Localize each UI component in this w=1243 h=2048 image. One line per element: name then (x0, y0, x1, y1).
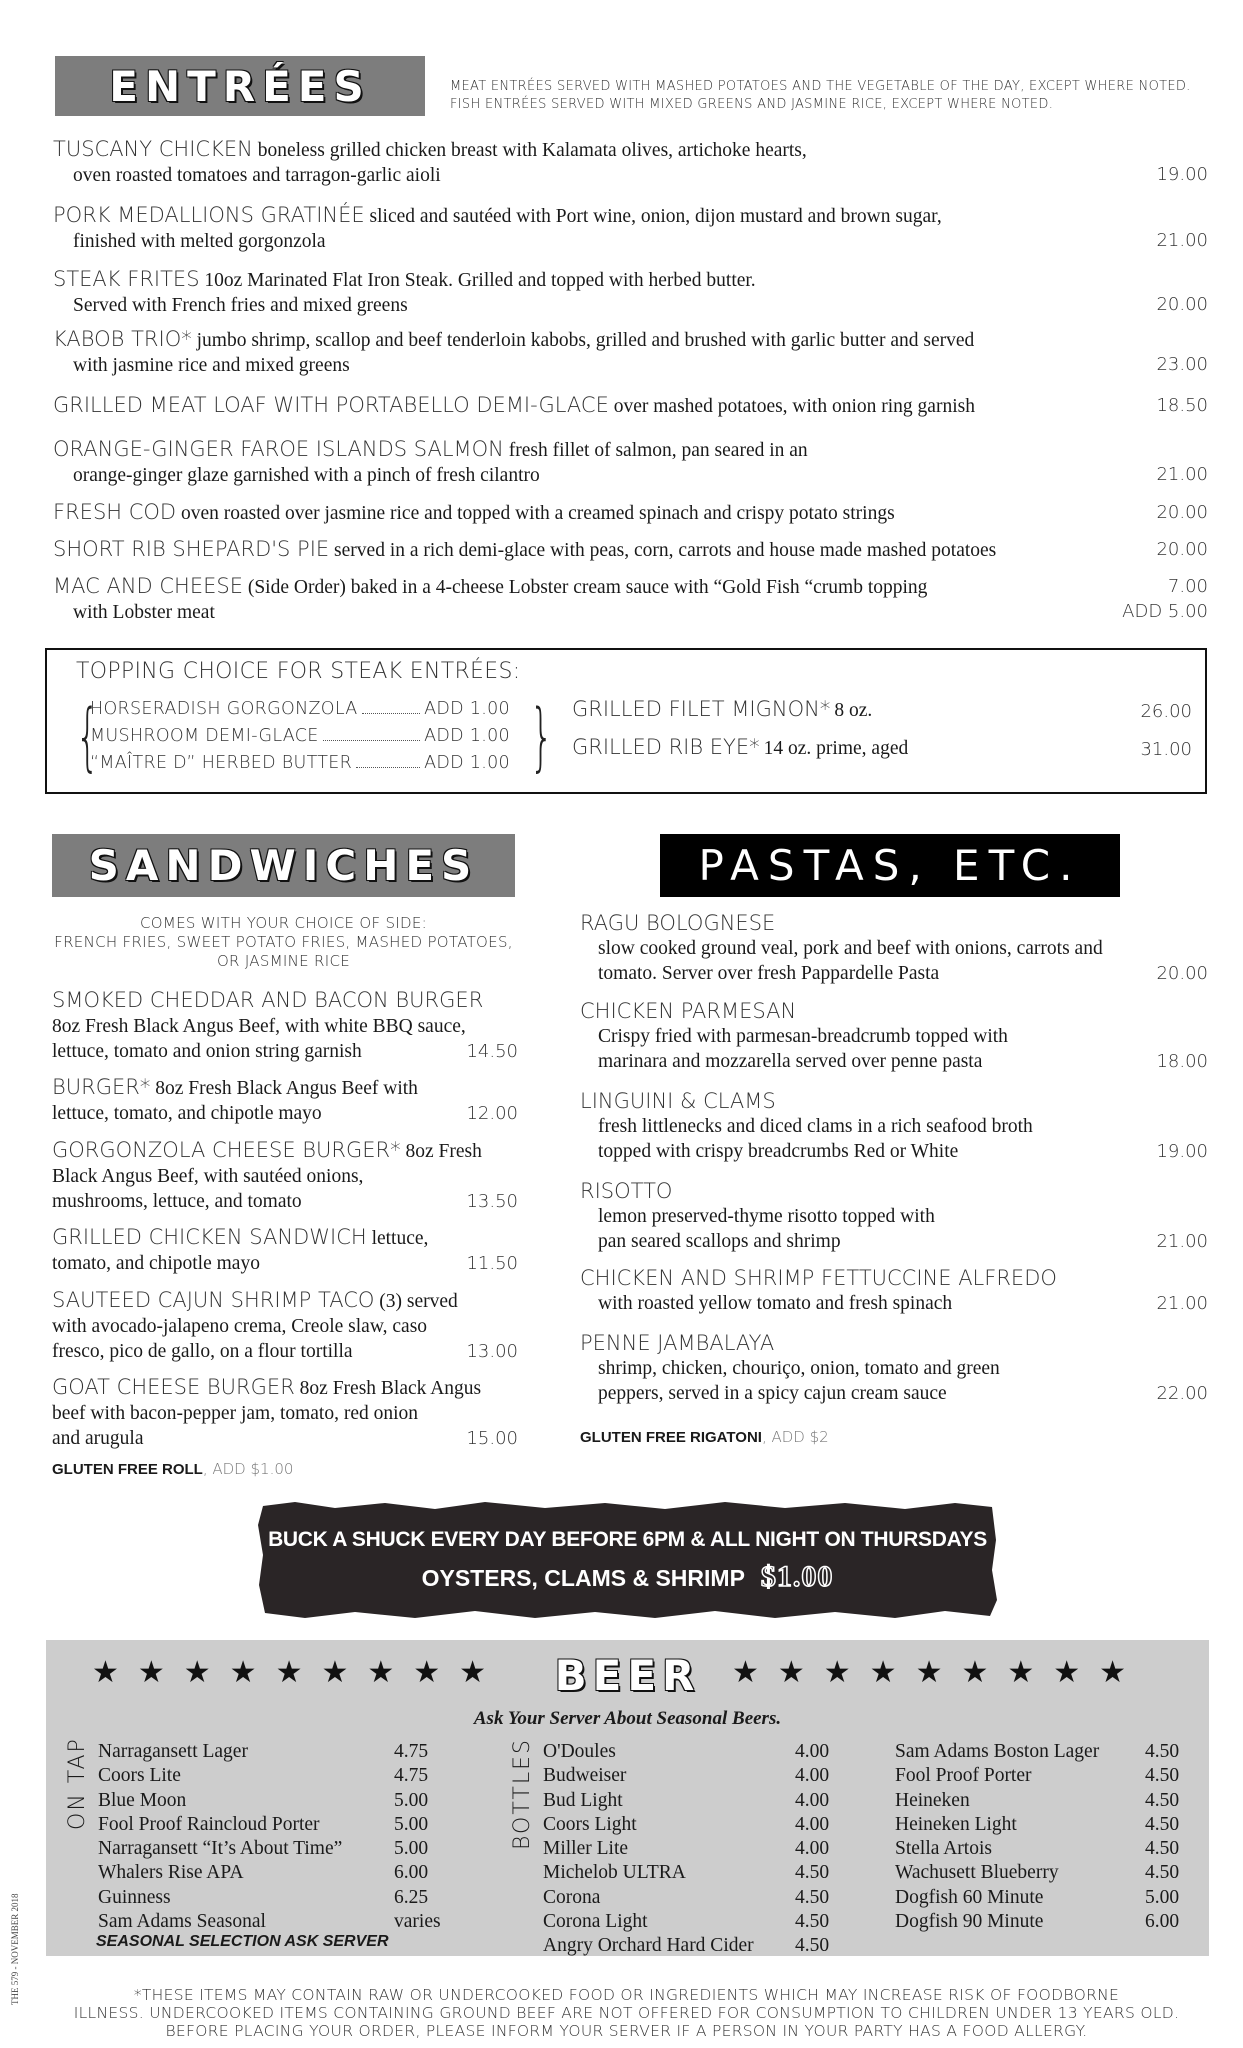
toppings-right-brace: } (529, 694, 554, 780)
beer-name: Michelob ULTRA (543, 1862, 686, 1884)
beer-item (895, 1764, 1195, 1788)
sandwich-desc: (3) served (379, 1291, 458, 1312)
beer-price: 4.75 (394, 1741, 429, 1762)
beer-name: Heineken Light (895, 1813, 1017, 1835)
sandwich-item (52, 1225, 518, 1276)
gf-rigatoni-price: , ADD $2 (761, 1428, 829, 1446)
sandwich-price: 11.50 (466, 1253, 518, 1274)
sandwich-desc: 8oz Fresh Black Angus (299, 1378, 482, 1399)
beer-price: 4.00 (795, 1813, 830, 1835)
entree-addon-price: ADD 5.00 (1122, 601, 1208, 622)
disclaimer-line3: BEFORE PLACING YOUR ORDER, PLEASE INFORM YOUR SERVER IF A PERSON IN YOUR PARTY HAS A FOOD ALLERGY. (165, 2022, 1088, 2040)
entree-price: 20.00 (1156, 502, 1208, 523)
sandwich-item (52, 1075, 518, 1126)
pasta-name: LINGUINI & CLAMS (580, 1089, 776, 1113)
beer-name: Narragansett Lager (98, 1741, 248, 1762)
entree-item (53, 267, 1208, 317)
beer-price: 5.00 (1145, 1886, 1180, 1908)
beer-name: Budweiser (543, 1765, 627, 1787)
entree-desc-cont: orange-ginger glaze garnished with a pinch of fresh cilantro (73, 465, 540, 486)
entree-desc: over mashed potatoes, with onion ring garnish (613, 396, 975, 417)
bottles-col1 (543, 1740, 843, 1959)
pasta-item (580, 1178, 1208, 1254)
toppings-left-brace: { (75, 694, 100, 780)
sandwich-desc: tomato, and chipotle mayo (52, 1253, 260, 1274)
beer-item (895, 1789, 1195, 1813)
sandwich-price: 13.50 (466, 1191, 518, 1212)
beer-name: Heineken (895, 1789, 970, 1811)
topping-name: MUSHROOM DEMI-GLACE (90, 726, 319, 746)
entree-line1 (53, 327, 1208, 353)
entree-item (53, 137, 1208, 187)
entree-name: FRESH COD (53, 500, 177, 524)
promo-line1: BUCK A SHUCK EVERY DAY BEFORE 6PM & ALL NIGHT ON THURSDAYS (268, 1528, 987, 1551)
beer-price: 4.50 (795, 1862, 830, 1884)
entree-line1 (53, 574, 1208, 600)
beer-price: 5.00 (394, 1838, 429, 1860)
beer-item (895, 1910, 1195, 1934)
beer-price: 5.00 (394, 1813, 429, 1835)
beer-name: Whalers Rise APA (98, 1862, 244, 1884)
bottles-label: BOTTLES (510, 1738, 535, 1850)
steak-item (572, 735, 1192, 765)
beer-name: Angry Orchard Hard Cider (543, 1935, 754, 1957)
entree-name: SHORT RIB SHEPARD'S PIE (53, 537, 330, 561)
entree-name: MAC AND CHEESE (53, 574, 243, 598)
on-tap-label: ON TAP (65, 1737, 90, 1830)
pasta-desc: Crispy fried with parmesan-breadcrumb topped with (598, 1026, 1008, 1047)
seasonal-note: SEASONAL SELECTION ASK SERVER (96, 1933, 389, 1950)
on-tap-list (98, 1740, 448, 1934)
sandwich-name: GRILLED CHICKEN SANDWICH (52, 1225, 367, 1249)
entree-item (53, 393, 1208, 418)
pasta-desc: with roasted yellow tomato and fresh spinach (598, 1293, 953, 1314)
steak-price: 31.00 (1140, 739, 1192, 760)
entree-line1 (53, 137, 1208, 163)
steak-name: GRILLED FILET MIGNON* (572, 697, 831, 721)
pasta-price: 21.00 (1156, 1231, 1208, 1252)
entree-name: KABOB TRIO* (53, 327, 192, 351)
beer-stars-left: ★★★★★★★★★ (92, 1656, 506, 1689)
steak-desc: 14 oz. prime, aged (763, 738, 909, 759)
entree-price: 21.00 (1156, 230, 1208, 251)
entree-desc: (Side Order) baked in a 4-cheese Lobster cream sauce with “Gold Fish “crumb topping (247, 577, 928, 598)
entree-item (53, 500, 1208, 525)
beer-item (98, 1813, 448, 1837)
beer-price: 4.75 (394, 1765, 429, 1787)
beer-item (543, 1910, 843, 1934)
entree-desc-cont: Served with French fries and mixed greens (73, 295, 408, 316)
promo-price: $1.00 (760, 1560, 834, 1593)
beer-name: Bud Light (543, 1789, 623, 1811)
gf-rigatoni-label: GLUTEN FREE RIGATONI (580, 1429, 762, 1446)
entree-line1 (53, 393, 1208, 419)
pasta-name: RAGU BOLOGNESE (580, 911, 776, 935)
dot-leader (356, 755, 420, 768)
pastas-gluten-free (580, 1428, 829, 1447)
beer-price: 4.50 (1145, 1838, 1180, 1860)
sandwich-desc: Black Angus Beef, with sautéed onions, (52, 1166, 364, 1187)
beer-name: Corona (543, 1886, 601, 1908)
entree-item (53, 437, 1208, 487)
sandwich-item (52, 1375, 518, 1451)
entree-desc-cont: finished with melted gorgonzola (73, 231, 326, 252)
sandwich-desc: and arugula (52, 1428, 144, 1449)
sandwich-name: GOAT CHEESE BURGER (52, 1375, 295, 1399)
entree-desc: 10oz Marinated Flat Iron Steak. Grilled and topped with herbed butter. (204, 270, 756, 291)
beer-price: 4.00 (795, 1741, 830, 1762)
promo-line2-wrap (255, 1560, 1000, 1594)
beer-stars-right: ★★★★★★★★★ (732, 1656, 1146, 1689)
beer-price: 4.50 (1145, 1765, 1180, 1787)
pasta-desc: lemon preserved-thyme risotto topped with (598, 1206, 935, 1227)
sandwich-desc: lettuce, tomato, and chipotle mayo (52, 1103, 322, 1124)
sandwich-line1 (52, 1288, 518, 1314)
side-note-line3: OR JASMINE RICE (216, 952, 351, 970)
pasta-item (580, 910, 1208, 986)
beer-price: 5.00 (394, 1789, 429, 1811)
topping-choice (90, 699, 510, 719)
entrees-note-line1: MEAT ENTRÉES SERVED WITH MASHED POTATOES AND THE VEGETABLE OF THE DAY, EXCEPT WHERE NOTED. (450, 79, 1191, 94)
topping-price: ADD 1.00 (424, 726, 510, 746)
sandwich-desc: lettuce, tomato and onion string garnish (52, 1041, 362, 1062)
beer-price: 4.50 (1145, 1862, 1180, 1884)
pasta-price: 20.00 (1156, 963, 1208, 984)
beer-title: BEER (554, 1650, 701, 1700)
pasta-price: 18.00 (1156, 1051, 1208, 1072)
beer-item (543, 1934, 843, 1958)
beer-name: Sam Adams Seasonal (98, 1911, 266, 1933)
entree-desc-cont: oven roasted tomatoes and tarragon-garlic aioli (73, 165, 441, 186)
beer-subtitle: Ask Your Server About Seasonal Beers. (473, 1708, 782, 1729)
beer-price: 6.00 (1145, 1911, 1180, 1933)
topping-name: HORSERADISH GORGONZOLA (90, 699, 358, 719)
dot-leader (362, 701, 421, 714)
entree-item (53, 203, 1208, 253)
pasta-item (580, 1330, 1208, 1406)
entree-line1 (53, 437, 1208, 463)
bottles-col2 (895, 1740, 1195, 1934)
entrees-banner: ENTRÉES (55, 56, 425, 116)
beer-name: Fool Proof Raincloud Porter (98, 1813, 320, 1835)
sandwich-desc: 8oz Fresh Black Angus Beef, with white BBQ sauce, (52, 1016, 466, 1037)
beer-item (895, 1813, 1195, 1837)
topping-price: ADD 1.00 (424, 753, 510, 773)
beer-price: 4.50 (795, 1886, 830, 1908)
sandwiches-banner: SANDWICHES (52, 834, 515, 897)
beer-item (543, 1813, 843, 1837)
steak-price: 26.00 (1140, 701, 1192, 722)
entree-desc: jumbo shrimp, scallop and beef tenderloin kabobs, grilled and brushed with garlic butter and served (196, 330, 975, 351)
beer-name: Blue Moon (98, 1789, 187, 1811)
topping-choice (90, 753, 510, 773)
sandwiches-gluten-free (52, 1460, 293, 1479)
beer-price: 4.50 (1145, 1813, 1180, 1835)
pastas-banner: PASTAS, ETC. (660, 834, 1120, 897)
entree-desc: oven roasted over jasmine rice and topped with a creamed spinach and crispy potato strings (180, 503, 895, 524)
sandwich-price: 12.00 (466, 1103, 518, 1124)
beer-name: Sam Adams Boston Lager (895, 1741, 1100, 1762)
beer-price: 6.25 (394, 1886, 429, 1908)
entree-price: 18.50 (1156, 395, 1208, 416)
sandwich-line1 (52, 988, 518, 1014)
beer-item (895, 1861, 1195, 1885)
entree-desc: fresh fillet of salmon, pan seared in an (508, 440, 808, 461)
sandwich-price: 14.50 (466, 1041, 518, 1062)
entree-item (53, 537, 1208, 562)
gf-roll-label: GLUTEN FREE ROLL (52, 1461, 203, 1478)
pasta-item (580, 998, 1208, 1074)
pasta-price: 21.00 (1156, 1293, 1208, 1314)
beer-item (543, 1886, 843, 1910)
entree-desc-cont: with Lobster meat (73, 602, 215, 623)
beer-price: 4.50 (1145, 1789, 1180, 1811)
disclaimer-line2: ILLNESS. UNDERCOOKED ITEMS CONTAINING GROUND BEEF ARE NOT OFFERED FOR CONSUMPTION TO CHILDREN UNDER 13 YEARS OLD. (73, 2004, 1180, 2022)
disclaimer-line1: *THESE ITEMS MAY CONTAIN RAW OR UNDERCOOKED FOOD OR INGREDIENTS WHICH MAY INCREASE RISK OF FOODBORNE (133, 1986, 1120, 2004)
pasta-item (580, 1088, 1208, 1164)
beer-name: O'Doules (543, 1741, 616, 1762)
entree-line1 (53, 500, 1208, 526)
pasta-desc: fresh littlenecks and diced clams in a rich seafood broth (598, 1116, 1033, 1137)
beer-item (98, 1789, 448, 1813)
beer-price: 4.50 (1145, 1741, 1180, 1762)
pasta-name: CHICKEN AND SHRIMP FETTUCCINE ALFREDO (580, 1266, 1057, 1290)
pasta-desc: topped with crispy breadcrumbs Red or White (598, 1141, 959, 1162)
entree-price: 19.00 (1156, 164, 1208, 185)
side-note-line1: COMES WITH YOUR CHOICE OF SIDE: (139, 914, 427, 932)
beer-name: Corona Light (543, 1911, 648, 1933)
allergy-disclaimer (40, 1986, 1213, 2040)
entree-line1 (53, 267, 1208, 293)
steak-item (572, 697, 1192, 727)
sandwich-line1 (52, 1075, 518, 1101)
beer-price: 4.50 (795, 1935, 830, 1957)
sandwich-item (52, 1138, 518, 1214)
beer-price: 4.00 (795, 1838, 830, 1860)
beer-item (98, 1861, 448, 1885)
sandwich-line1 (52, 1138, 518, 1164)
beer-item (98, 1886, 448, 1910)
entree-name: GRILLED MEAT LOAF WITH PORTABELLO DEMI-GLACE (53, 393, 609, 417)
sandwiches-side-note (52, 914, 515, 971)
beer-name: Guinness (98, 1886, 171, 1908)
entree-name: TUSCANY CHICKEN (53, 137, 253, 161)
beer-item (98, 1740, 448, 1764)
entree-price: 7.00 (1167, 576, 1208, 597)
entree-desc: served in a rich demi-glace with peas, corn, carrots and house made mashed potatoes (334, 540, 997, 561)
entree-desc: boneless grilled chicken breast with Kalamata olives, artichoke hearts, (257, 140, 807, 161)
beer-item (98, 1764, 448, 1788)
beer-name: Coors Lite (98, 1765, 181, 1787)
beer-name: Dogfish 90 Minute (895, 1911, 1044, 1933)
sandwich-desc: 8oz Fresh Black Angus Beef with (155, 1078, 418, 1099)
topping-price: ADD 1.00 (424, 699, 510, 719)
entree-desc: sliced and sautéed with Port wine, onion, dijon mustard and brown sugar, (369, 206, 942, 227)
entrees-note (450, 78, 1191, 114)
steak-desc: 8 oz. (834, 700, 873, 721)
beer-item (98, 1837, 448, 1861)
sandwich-price: 13.00 (466, 1341, 518, 1362)
beer-item (895, 1740, 1195, 1764)
pasta-price: 22.00 (1156, 1383, 1208, 1404)
sandwich-price: 15.00 (466, 1428, 518, 1449)
pasta-desc: peppers, served in a spicy cajun cream sauce (598, 1383, 947, 1404)
steak-name: GRILLED RIB EYE* (572, 735, 760, 759)
side-print: THE 579 - NOVEMBER 2018 (10, 1893, 20, 2005)
dot-leader (323, 728, 420, 741)
beer-item (895, 1886, 1195, 1910)
sandwich-name: SMOKED CHEDDAR AND BACON BURGER (52, 988, 484, 1012)
beer-name: Miller Lite (543, 1838, 629, 1860)
entree-name: ORANGE-GINGER FAROE ISLANDS SALMON (53, 437, 504, 461)
pasta-desc: tomato. Server over fresh Pappardelle Pasta (598, 963, 940, 984)
beer-item (543, 1764, 843, 1788)
beer-name: Stella Artois (895, 1838, 992, 1860)
entree-name: STEAK FRITES (53, 267, 200, 291)
pasta-desc: shrimp, chicken, chouriço, onion, tomato and green (598, 1358, 1000, 1379)
entree-price: 23.00 (1156, 354, 1208, 375)
promo-line2: OYSTERS, CLAMS & SHRIMP (421, 1565, 745, 1591)
gf-roll-price: , ADD $1.00 (202, 1460, 294, 1478)
beer-name: Coors Light (543, 1813, 637, 1835)
entrees-note-line2: FISH ENTRÉES SERVED WITH MIXED GREENS AND JASMINE RICE, EXCEPT WHERE NOTED. (450, 97, 1054, 112)
beer-item (543, 1789, 843, 1813)
sandwich-desc: 8oz Fresh (405, 1141, 482, 1162)
entree-line1 (53, 203, 1208, 229)
pasta-desc: slow cooked ground veal, pork and beef with onions, carrots and (598, 938, 1103, 959)
sandwich-desc: mushrooms, lettuce, and tomato (52, 1191, 302, 1212)
sandwich-desc: fresco, pico de gallo, on a flour tortilla (52, 1341, 353, 1362)
entree-line1 (53, 537, 1208, 563)
beer-name: Wachusett Blueberry (895, 1862, 1059, 1884)
beer-item (895, 1837, 1195, 1861)
sandwich-item (52, 1288, 518, 1364)
beer-price: 4.00 (795, 1765, 830, 1787)
beer-price: varies (394, 1911, 441, 1933)
pasta-name: RISOTTO (580, 1179, 673, 1203)
entree-desc-cont: with jasmine rice and mixed greens (73, 355, 350, 376)
toppings-title: TOPPING CHOICE FOR STEAK ENTRÉES: (76, 659, 521, 684)
entree-item (53, 574, 1208, 624)
pasta-desc: pan seared scallops and shrimp (598, 1231, 841, 1252)
side-note-line2: FRENCH FRIES, SWEET POTATO FRIES, MASHED POTATOES, (54, 933, 513, 951)
topping-choice (90, 726, 510, 746)
sandwich-item (52, 988, 518, 1064)
entree-price: 20.00 (1156, 294, 1208, 315)
entree-item (53, 327, 1208, 377)
topping-name: “MAÎTRE D” HERBED BUTTER (90, 753, 353, 773)
sandwich-name: BURGER* (52, 1075, 151, 1099)
pasta-item (580, 1265, 1208, 1316)
beer-item (543, 1837, 843, 1861)
sandwich-name: GORGONZOLA CHEESE BURGER* (52, 1138, 401, 1162)
sandwich-line1 (52, 1225, 518, 1251)
entree-price: 20.00 (1156, 539, 1208, 560)
sandwich-desc: beef with bacon-pepper jam, tomato, red onion (52, 1403, 419, 1424)
beer-item (98, 1910, 448, 1934)
beer-price: 4.50 (795, 1911, 830, 1933)
sandwich-name: SAUTEED CAJUN SHRIMP TACO (52, 1288, 375, 1312)
entree-price: 21.00 (1156, 464, 1208, 485)
beer-item (543, 1740, 843, 1764)
sandwich-desc: with avocado-jalapeno crema, Creole slaw, caso (52, 1316, 428, 1337)
beer-price: 4.00 (795, 1789, 830, 1811)
beer-item (543, 1861, 843, 1885)
sandwich-desc: lettuce, (371, 1228, 429, 1249)
beer-name: Fool Proof Porter (895, 1765, 1032, 1787)
pasta-desc: marinara and mozzarella served over penne pasta (598, 1051, 983, 1072)
beer-name: Dogfish 60 Minute (895, 1886, 1044, 1908)
entree-name: PORK MEDALLIONS GRATINÉE (53, 203, 365, 227)
pasta-name: PENNE JAMBALAYA (580, 1331, 775, 1355)
sandwich-line1 (52, 1375, 518, 1401)
pasta-name: CHICKEN PARMESAN (580, 999, 797, 1023)
pasta-price: 19.00 (1156, 1141, 1208, 1162)
beer-price: 6.00 (394, 1862, 429, 1884)
beer-name: Narragansett “It’s About Time” (98, 1838, 343, 1860)
